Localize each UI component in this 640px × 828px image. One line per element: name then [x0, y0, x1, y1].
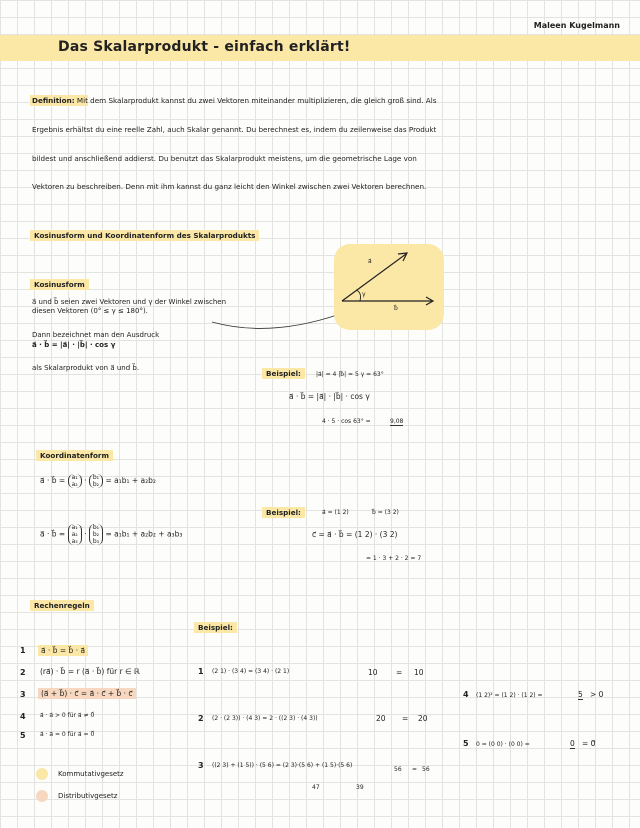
vector-b-2d: [89, 474, 103, 488]
example-4-number: 4: [463, 690, 469, 699]
example-3-number: 3: [198, 761, 204, 770]
example-2-number: 2: [198, 714, 204, 723]
rule-4-text: a⃗ · a⃗ > 0 für a⃗ ≠ 0⃗: [40, 712, 95, 719]
definition-line-4: Vektoren zu beschreiben. Denn mit ihm kannst du ganz leicht den Winkel zwischen zwei Vektoren berechnen.: [32, 182, 427, 191]
kosinus-formula: a⃗ · b⃗ = |a⃗| · |b⃗| · cos γ: [32, 341, 116, 349]
example-3-sub-1: 47: [312, 784, 320, 791]
rule-2-number: 2: [20, 668, 26, 677]
legend-dot-distributiv: [36, 790, 48, 802]
example-2-result-right: 20: [418, 714, 428, 723]
beispiel-1-label: Beispiel:: [262, 368, 305, 379]
vector-b-3d-3: b₃: [92, 538, 100, 545]
vector-a-3d-2: a₂: [71, 531, 78, 538]
definition-line-2: Ergebnis erhältst du eine reelle Zahl, auch Skalar genannt. Du berechnest es, indem du zeilenweise das Produkt: [32, 125, 437, 134]
beispiel-1-result: 9,08: [390, 418, 404, 425]
example-1-result-right: 10: [414, 668, 424, 677]
rule-3-text: (a⃗ + b⃗) · c⃗ = a⃗ · c⃗ + b⃗ · c⃗: [38, 688, 136, 699]
example-5-compare: = 0⃗: [582, 739, 596, 748]
beispiel-2-line: c⃗ = a⃗ · b⃗ = (1 2) · (3 2): [312, 530, 398, 539]
beispiel-1-calc: 4 · 5 · cos 63° =: [322, 418, 371, 425]
diagram-label-b: b⃗: [394, 305, 398, 312]
definition-line-1: [32, 96, 436, 106]
example-2-result-left: 20: [376, 714, 386, 723]
vector-a-3d-1: a₁: [71, 524, 78, 531]
koordinaten-3d-rhs: = a₁b₁ + a₂b₂ + a₃b₃: [105, 529, 183, 539]
beispiel-1-given: |a⃗| = 4 |b⃗| = 5 γ = 63°: [316, 371, 384, 378]
koordinaten-formula-2d: a⃗ · b⃗ = a₁ a₂ · b₁ b₂ = a₁b₁ + a₂b₂: [40, 474, 156, 488]
rechenregeln-heading: Rechenregeln: [30, 600, 94, 611]
example-3-result-left: 56: [394, 766, 402, 773]
example-3-result-right: 56: [422, 766, 430, 773]
example-1-text: (2 1) · (3 4) = (3 4) · (2 1): [212, 668, 290, 675]
rule-2-text: (ra⃗) · b⃗ = r (a⃗ · b⃗) für r ∈ ℝ: [40, 667, 140, 676]
definition-label: Definition:: [32, 96, 75, 105]
beispiel-2-label: Beispiel:: [262, 507, 305, 518]
example-1-result-left: 10: [368, 668, 378, 677]
rechenregeln-beispiel-label: Beispiel:: [194, 622, 237, 633]
definition-text-1: Mit dem Skalarprodukt kannst du zwei Vektoren miteinander multiplizieren, die gleich groß sind. Als: [76, 96, 437, 105]
koordinaten-2d-rhs: = a₁b₁ + a₂b₂: [105, 476, 156, 485]
vector-b-3d: [89, 524, 103, 545]
legend-kommutativ-label: Kommutativgesetz: [58, 770, 124, 778]
beispiel-2-given-b: b⃗ = (3 2): [372, 509, 399, 516]
vector-a-3d-3: a₃: [71, 538, 78, 545]
kosinus-line-3: Dann bezeichnet man den Ausdruck: [32, 331, 160, 339]
page-title: Das Skalarprodukt - einfach erklärt!: [58, 39, 351, 55]
beispiel-2-calc: = 1 · 3 + 2 · 2 = 7: [366, 555, 422, 562]
kosinus-line-2: diesen Vektoren (0° ≤ γ ≤ 180°).: [32, 307, 148, 315]
example-3-equals: =: [412, 766, 418, 773]
angle-diagram: [334, 244, 444, 330]
vector-a-2d-1: a₁: [71, 474, 78, 481]
koordinaten-heading: Koordinatenform: [36, 450, 113, 461]
rule-5-number: 5: [20, 731, 26, 740]
vector-b-2d-2: b₂: [92, 481, 100, 488]
definition-line-3: bildest und anschließend addierst. Du benutzt das Skalarprodukt meistens, um die geometrische Lage von: [32, 154, 417, 163]
example-4-compare: > 0: [590, 690, 604, 699]
example-1-equals: =: [396, 668, 403, 677]
vector-b-2d-1: b₁: [92, 474, 100, 481]
kosinus-heading: Kosinusform: [30, 279, 89, 290]
rule-3-number: 3: [20, 690, 26, 699]
beispiel-2-given-a: a⃗ = (1 2): [322, 509, 349, 516]
example-5-result: 0: [570, 739, 575, 748]
curved-arrow-icon: [210, 300, 350, 340]
vector-a-3d: [68, 524, 82, 545]
example-5-text: 0 = (0 0) · (0 0) =: [476, 741, 530, 748]
diagram-label-a: a⃗: [368, 258, 372, 265]
example-2-equals: =: [402, 714, 409, 723]
vector-b-3d-1: b₁: [92, 524, 100, 531]
rule-5-text: a⃗ · a⃗ = 0 für a⃗ = 0⃗: [40, 731, 95, 738]
vector-b-3d-2: b₂: [92, 531, 100, 538]
koordinaten-2d-lhs: a⃗ · b⃗ =: [40, 476, 66, 485]
example-3-text: ((2 3) + (1 5)) · (5 6) = (2 3)·(5 6) + (1 5)·(5 6): [212, 762, 353, 769]
vector-a-2d-2: a₂: [71, 481, 78, 488]
rule-1-number: 1: [20, 646, 26, 655]
example-1-number: 1: [198, 667, 204, 676]
koordinaten-formula-3d: a⃗ · b⃗ = a₁ a₂ a₃ · b₁ b₂ b₃ = a₁b₁ + a₂b₂ + a₃b₃: [40, 524, 183, 545]
example-4-text: (1 2)² = (1 2) · (1 2) =: [476, 692, 543, 699]
author-name: Maleen Kugelmann: [533, 21, 620, 30]
example-3-sub-2: 39: [356, 784, 364, 791]
legend-distributiv-label: Distributivgesetz: [58, 792, 118, 800]
legend-dot-kommutativ: [36, 768, 48, 780]
vector-a-2d: [68, 474, 82, 488]
section-forms-heading: Kosinusform und Koordinatenform des Skalarprodukts: [30, 230, 259, 241]
rule-4-number: 4: [20, 712, 26, 721]
example-5-number: 5: [463, 739, 469, 748]
example-2-text: (2 · (2 3)) · (4 3) = 2 · ((2 3) · (4 3)): [212, 715, 318, 722]
kosinus-line-5: als Skalarprodukt von a⃗ und b⃗.: [32, 364, 140, 372]
beispiel-1-formula: a⃗ · b⃗ = |a⃗| · |b⃗| · cos γ: [289, 392, 370, 401]
diagram-label-gamma: γ: [362, 291, 366, 298]
example-4-result: 5: [578, 690, 583, 699]
rule-1-text: a⃗ · b⃗ = b⃗ · a⃗: [38, 645, 88, 656]
kosinus-line-1: a⃗ und b⃗ seien zwei Vektoren und γ der Winkel zwischen: [32, 298, 227, 306]
koordinaten-3d-lhs: a⃗ · b⃗ =: [40, 529, 66, 539]
